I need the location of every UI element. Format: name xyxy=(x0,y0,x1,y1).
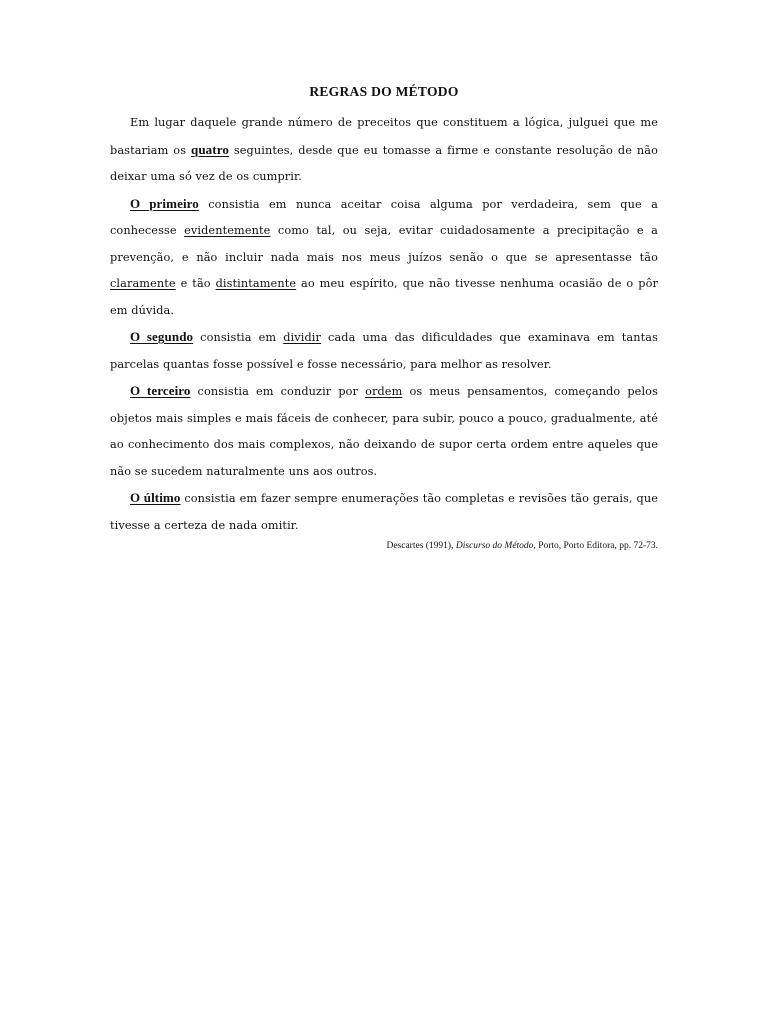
rule-first-text-3: e tão xyxy=(175,277,216,290)
rule-first-text-1: consistia em nunca aceitar coisa alguma por verdadeira, sem que a conhecesse xyxy=(110,197,658,237)
rule-last-text-1: consistia em fazer sempre enumerações tão completas e revisões tão gerais, que tivesse a certeza de nada omitir. xyxy=(110,492,658,532)
rule-last-paragraph xyxy=(110,485,658,539)
rule-first-paragraph xyxy=(110,191,658,325)
underlined-evidentemente: evidentemente xyxy=(184,224,271,237)
keyword-terceiro: O terceiro xyxy=(130,383,191,398)
underlined-claramente: claramente xyxy=(110,277,176,290)
rule-second-text-1: consistia em xyxy=(193,331,284,344)
rule-second-paragraph xyxy=(110,324,658,378)
intro-paragraph xyxy=(110,110,658,191)
intro-text-2: seguintes, desde que eu tomasse a firme e constante resolução de não deixar uma só vez de os cumprir. xyxy=(110,143,658,183)
citation-publisher: Porto, Porto Editora, pp. 72-73. xyxy=(535,541,658,551)
keyword-segundo: O segundo xyxy=(130,329,194,344)
citation xyxy=(110,541,658,551)
rule-first-text-2: como tal, ou seja, evitar cuidadosamente a precipitação e a prevenção, e não incluir nada mais nos meus juízos senão o que se apresentasse tão xyxy=(110,224,658,264)
rule-third-paragraph xyxy=(110,378,658,485)
underlined-ordem: ordem xyxy=(365,385,403,398)
page-title: REGRAS DO MÉTODO xyxy=(309,84,459,99)
document-page xyxy=(110,84,658,551)
rule-third-text-1: consistia em conduzir por xyxy=(190,385,366,398)
citation-book-title: Discurso do Método, xyxy=(455,541,536,551)
intro-text-1: Em lugar daquele grande número de preceitos que constituem a lógica, julguei que me bastariam os xyxy=(110,116,658,157)
underlined-distintamente: distintamente xyxy=(215,277,297,290)
rule-second-text-2: cada uma das dificuldades que examinava em tantas parcelas quantas fosse possível e fosse necessário, para melhor as resolver. xyxy=(110,331,658,371)
citation-author: Descartes (1991), xyxy=(386,541,456,551)
rule-first-text-4: ao meu espírito, que não tivesse nenhuma ocasião de o pôr em dúvida. xyxy=(110,277,658,317)
keyword-primeiro: O primeiro xyxy=(130,195,199,211)
rule-third-text-2: os meus pensamentos, começando pelos objetos mais simples e mais fáceis de conhecer, para subir, pouco a pouco, gradualmente, até ao conhecimento dos mais complexos, não deixando de supor certa ordem entre aqueles que não se sucedem naturalmente uns aos outros. xyxy=(110,385,658,478)
keyword-ultimo: O último xyxy=(130,490,181,505)
keyword-quatro: quatro xyxy=(191,141,229,157)
underlined-dividir: dividir xyxy=(283,331,322,344)
